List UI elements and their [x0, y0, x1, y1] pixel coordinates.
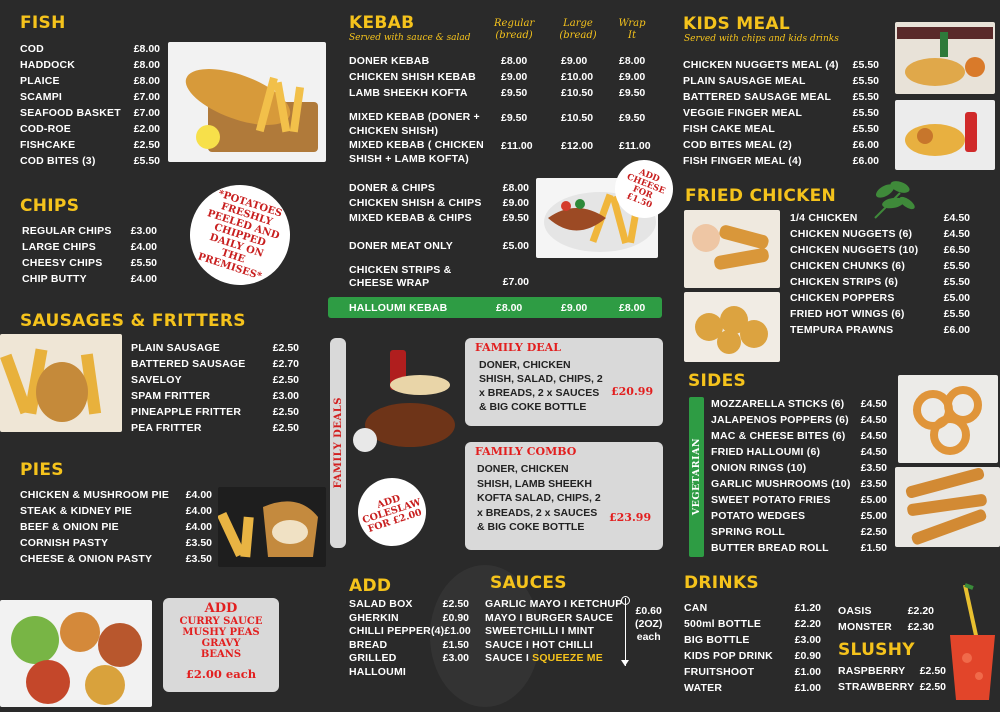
slushy-cup-icon	[945, 580, 1000, 707]
halloumi-wrap-price: £8.00	[619, 302, 646, 314]
list-item: VEGGIE FINGER MEAL £5.50	[683, 107, 879, 119]
list-item: PINEAPPLE FRITTER £2.50	[131, 406, 299, 418]
add-coleslaw-stamp: ADD COLESLAW FOR £2.00	[349, 469, 435, 555]
kebab-rows	[349, 53, 659, 101]
list-item: MAYO I BURGER SAUCE	[485, 611, 614, 624]
list-item: SAUCE I SQUEEZE ME	[485, 652, 603, 664]
drinks-title: DRINKS	[684, 573, 759, 593]
list-item: CHIP BUTTY £4.00	[22, 273, 157, 285]
sausages-title: SAUSAGES & FRITTERS	[20, 311, 246, 331]
vegetarian-side-label: VEGETARIAN	[689, 397, 704, 557]
list-item: CHICKEN STRIPS & CHEESE WRAP £7.00	[349, 264, 529, 289]
list-item: MIXED KEBAB & CHIPS £9.50	[349, 212, 529, 224]
list-item: BATTERED SAUSAGE £2.70	[131, 358, 299, 370]
table-row: CHICKEN SHISH KEBAB £9.00 £10.00 £9.00	[349, 71, 646, 83]
family-combo-title: FAMILY COMBO	[475, 445, 577, 458]
list-item: CHICKEN NUGGETS (6) £4.50	[790, 228, 970, 240]
table-row: DONER KEBAB £8.00 £9.00 £8.00	[349, 55, 646, 67]
list-item: CHICKEN & MUSHROOM PIE £4.00	[20, 489, 212, 501]
drinks-extra-list	[838, 603, 934, 635]
slushy-title: SLUSHY	[838, 640, 915, 660]
list-item: SPAM FRITTER £3.00	[131, 390, 299, 402]
list-item: POTATO WEDGES £5.00	[711, 510, 887, 522]
list-item: FRUITSHOOT £1.00	[684, 666, 821, 678]
squeeze-me-label: SQUEEZE ME	[532, 652, 603, 664]
list-item: FISHCAKE £2.50	[20, 139, 160, 151]
list-item: GARLIC MAYO I KETCHUP	[485, 598, 623, 610]
fried-chicken-list	[790, 210, 970, 338]
list-item: WATER £1.00	[684, 682, 821, 694]
list-item: PLAIN SAUSAGE £2.50	[131, 342, 299, 354]
list-item: ONION RINGS (10) £3.50	[711, 462, 887, 474]
list-item: OASIS £2.20	[838, 605, 934, 617]
list-item: SAVELOY £2.50	[131, 374, 299, 386]
add-box-item: BEANS	[200, 649, 242, 660]
list-item: PLAICE £8.00	[20, 75, 160, 87]
kebab-extras	[349, 181, 529, 290]
halloumi-large-price: £9.00	[561, 302, 588, 314]
kids-meal-title: KIDS MEAL	[683, 14, 790, 34]
sauces-title: SAUCES	[490, 573, 567, 593]
list-item: STRAWBERRY £2.50	[838, 681, 946, 693]
add-list	[349, 598, 469, 679]
list-item: SWEET POTATO FRIES £5.00	[711, 494, 887, 506]
list-item: BEEF & ONION PIE £4.00	[20, 521, 212, 533]
family-deals-side-label: FAMILY DEALS	[330, 338, 346, 548]
list-item: COD £8.00	[20, 43, 160, 55]
list-item: CHICKEN NUGGETS MEAL (4) £5.50	[683, 59, 879, 71]
pies-title: PIES	[20, 460, 64, 480]
list-item: MOZZARELLA STICKS (6) £4.50	[711, 398, 887, 410]
table-row: MIXED KEBAB ( CHICKEN SHISH + LAMB KOFTA) £11.00 £12.00 £11.00	[349, 139, 651, 165]
family-combo-box	[465, 442, 663, 550]
list-item: GHERKIN £0.90	[349, 611, 469, 624]
list-item: GRILLED HALLOUMI £3.00	[349, 652, 469, 678]
kebab-title: KEBAB	[349, 13, 415, 33]
table-row: LAMB SHEEKH KOFTA £9.50 £10.50 £9.50	[349, 87, 646, 99]
onion-rings-image	[898, 375, 998, 463]
add-box-title: ADD	[204, 601, 238, 616]
list-item: CHICKEN CHUNKS (6) £5.50	[790, 260, 970, 272]
fish-chips-image	[168, 42, 326, 162]
kebab-mixed	[349, 110, 659, 166]
chicken-poppers-image	[684, 292, 780, 362]
add-cheese-stamp: ADD CHEESE FOR £1.50	[606, 151, 682, 227]
list-item: MAC & CHEESE BITES (6) £4.50	[711, 430, 887, 442]
family-deal-price: £20.99	[611, 385, 654, 398]
sides-list	[711, 396, 887, 556]
family-deal-image	[350, 345, 462, 455]
mozzarella-sticks-image	[895, 467, 1000, 547]
kids-meal-subtitle: Served with chips and kids drinks	[684, 34, 839, 44]
list-item: PEA FRITTER £2.50	[131, 422, 299, 434]
list-item: CHEESE & ONION PASTY £3.50	[20, 553, 212, 565]
list-item: LARGE CHIPS £4.00	[22, 241, 157, 253]
family-deal-box	[465, 338, 663, 426]
list-item: HADDOCK £8.00	[20, 59, 160, 71]
kids-meal-list	[683, 57, 879, 169]
slushy-list	[838, 663, 946, 695]
list-item: SPRING ROLL £2.50	[711, 526, 887, 538]
potatoes-stamp: *POTATOES FRESHLY PEELED AND CHIPPED DAILY ON THE PREMISES*	[177, 172, 303, 298]
col-large: Large (bread)	[559, 18, 597, 41]
list-item: JALAPENOS POPPERS (6) £4.50	[711, 414, 887, 426]
family-deal-title: FAMILY DEAL	[475, 341, 561, 354]
list-item: SAUCE I HOT CHILLI	[485, 638, 594, 651]
add-sauces-box	[163, 598, 279, 692]
list-item: COD BITES (3) £5.50	[20, 155, 160, 167]
list-item: CORNISH PASTY £3.50	[20, 537, 212, 549]
list-item: GARLIC MUSHROOMS (10) £3.50	[711, 478, 887, 490]
sauces-list	[485, 598, 623, 666]
col-wrap: Wrap It	[618, 18, 646, 41]
family-combo-text: DONER, CHICKEN SHISH, LAMB SHEEKH KOFTA SALAD, CHIPS, 2 x BREADS, 2 x SAUCES & BIG COKE BOTTLE	[477, 463, 601, 533]
list-item: CHICKEN STRIPS (6) £5.50	[790, 276, 970, 288]
chicken-strips-image	[684, 210, 780, 288]
col-regular: Regular (bread)	[494, 18, 535, 41]
list-item: CHILLI PEPPER(4) £1.00	[349, 625, 471, 637]
sauce-pots-image	[0, 600, 152, 707]
list-item: CAN £1.20	[684, 602, 821, 614]
list-item: COD BITES MEAL (2) £6.00	[683, 139, 879, 151]
add-box-item: GRAVY	[201, 638, 241, 649]
halloumi-kebab-name: HALLOUMI KEBAB	[349, 302, 448, 314]
fish-title: FISH	[20, 13, 66, 33]
sauces-divider	[625, 598, 626, 666]
list-item: SWEETCHILLI I MINT	[485, 625, 595, 637]
family-deal-text: DONER, CHICKEN SHISH, SALAD, CHIPS, 2 x BREADS, 2 x SAUCES & BIG COKE BOTTLE	[479, 359, 603, 413]
chips-list	[22, 223, 157, 287]
add-title: ADD	[349, 576, 392, 596]
list-item: REGULAR CHIPS £3.00	[22, 225, 157, 237]
sides-title: SIDES	[688, 371, 747, 391]
fish-list	[20, 41, 160, 169]
list-item: TEMPURA PRAWNS £6.00	[790, 324, 970, 336]
list-item: FRIED HOT WINGS (6) £5.50	[790, 308, 970, 320]
list-item: CHEESY CHIPS £5.50	[22, 257, 157, 269]
list-item: FISH CAKE MEAL £5.50	[683, 123, 879, 135]
add-box-item: CURRY SAUCE	[179, 616, 263, 627]
list-item: DONER & CHIPS £8.00	[349, 182, 529, 194]
pies-list	[20, 487, 212, 567]
list-item: DONER MEAT ONLY £5.00	[349, 240, 529, 252]
kebab-subtitle: Served with sauce & salad	[349, 33, 471, 43]
list-item: RASPBERRY £2.50	[838, 665, 946, 677]
list-item: CHICKEN SHISH & CHIPS £9.00	[349, 197, 529, 209]
list-item: BATTERED SAUSAGE MEAL £5.50	[683, 91, 879, 103]
list-item: CHICKEN NUGGETS (10) £6.50	[790, 244, 970, 256]
chips-title: CHIPS	[20, 196, 80, 216]
sausages-list	[131, 340, 299, 436]
pie-chips-image	[218, 487, 326, 567]
drinks-list	[684, 600, 821, 696]
list-item: 1/4 CHICKEN £4.50	[790, 212, 970, 224]
list-item: KIDS POP DRINK £0.90	[684, 650, 821, 662]
list-item: MONSTER £2.30	[838, 621, 934, 633]
list-item: SALAD BOX £2.50	[349, 598, 469, 610]
table-row: MIXED KEBAB (DONER + CHICKEN SHISH) £9.50 £10.50 £9.50	[349, 111, 646, 137]
list-item: PLAIN SAUSAGE MEAL £5.50	[683, 75, 879, 87]
fried-chicken-title: FRIED CHICKEN	[685, 186, 837, 206]
add-box-item: MUSHY PEAS	[182, 627, 260, 638]
sauces-price: £0.60 (2OZ) each	[635, 605, 663, 643]
sausage-chips-image	[0, 334, 122, 432]
kids-meal-image-2	[895, 100, 995, 170]
family-combo-price: £23.99	[609, 511, 652, 524]
list-item: 500ml BOTTLE £2.20	[684, 618, 821, 630]
add-box-price: £2.00 each	[185, 667, 257, 681]
list-item: COD-ROE £2.00	[20, 123, 160, 135]
list-item: SCAMPI £7.00	[20, 91, 160, 103]
list-item: FISH FINGER MEAL (4) £6.00	[683, 155, 879, 167]
list-item: CHICKEN POPPERS £5.00	[790, 292, 970, 304]
list-item: BUTTER BREAD ROLL £1.50	[711, 542, 887, 554]
divider-arrow-icon	[621, 660, 629, 666]
halloumi-kebab-banner	[328, 297, 662, 318]
list-item: BIG BOTTLE £3.00	[684, 634, 821, 646]
kids-meal-image-1	[895, 22, 995, 94]
list-item: FRIED HALLOUMI (6) £4.50	[711, 446, 887, 458]
halloumi-regular-price: £8.00	[496, 302, 523, 314]
list-item: STEAK & KIDNEY PIE £4.00	[20, 505, 212, 517]
divider-dot-icon	[621, 596, 630, 605]
list-item: SEAFOOD BASKET £7.00	[20, 107, 160, 119]
list-item: BREAD £1.50	[349, 638, 469, 651]
